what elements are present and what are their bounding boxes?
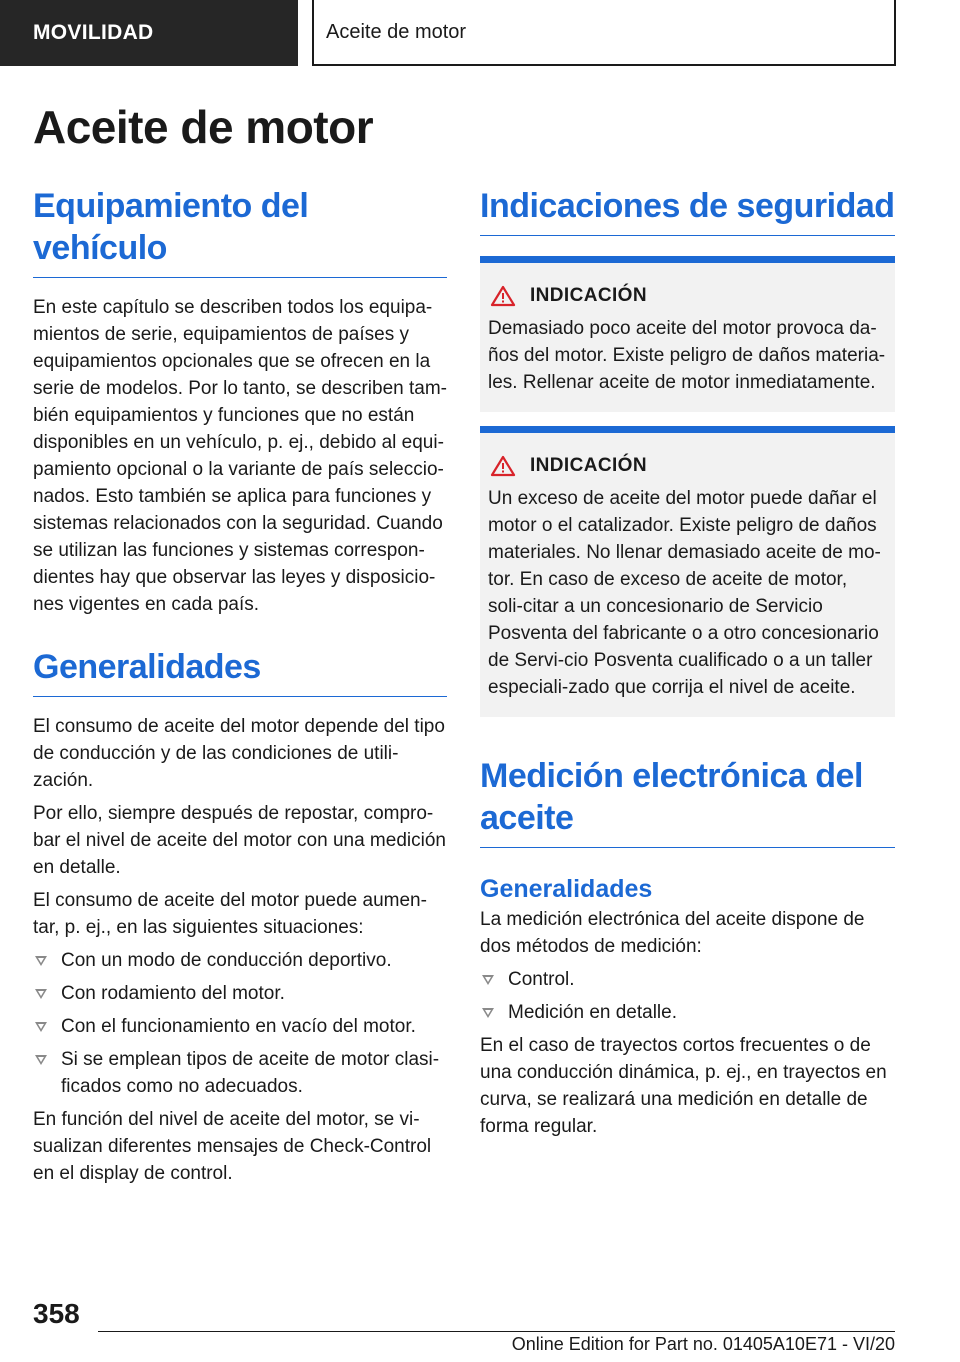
page-title: Aceite de motor bbox=[33, 101, 374, 153]
heading-seguridad: Indicaciones de seguridad bbox=[480, 185, 895, 236]
paragraph-aumentar: El consumo de aceite del motor puede aumen-tar, p. ej., en las siguientes situaciones: bbox=[33, 890, 427, 938]
bullet-triangle-icon bbox=[482, 1008, 494, 1018]
methods-list bbox=[480, 966, 895, 1026]
subheading-generalidades: Generalidades bbox=[480, 875, 653, 903]
situations-list bbox=[33, 947, 447, 1100]
heading-generalidades: Generalidades bbox=[33, 646, 447, 697]
paragraph-repostar: Por ello, siempre después de repostar, compro-bar el nivel de aceite del motor con una medición en detalle. bbox=[33, 803, 446, 878]
list-item: Si se emplean tipos de aceite de motor clasi-ficados como no adecuados. bbox=[33, 1046, 447, 1100]
heading-equipamiento: Equipamiento del vehículo bbox=[33, 185, 447, 278]
notice-label: INDICACIÓN bbox=[530, 285, 647, 306]
list-item: Medición en detalle. bbox=[480, 999, 895, 1026]
bullet-triangle-icon bbox=[35, 956, 47, 966]
list-item: Con un modo de conducción deportivo. bbox=[33, 947, 447, 974]
paragraph-equipamiento: En este capítulo se describen todos los equipa-mientos de serie, equipamientos de países y equipamientos opcionales que se ofrecen en la serie de modelos. Por lo tanto, se describen tam-bién equipamientos y funciones que no están disponibles en un vehículo, p. ej., debido al equi-pamiento opcional o la variante de país seleccio-nados. Esto también se aplica para funciones y sistemas relacionados con la seguridad. Cuando se utilizan las funciones y sistemas correspon-dientes hay que observar las leyes y disposicio-nes vigentes en cada país. bbox=[33, 297, 447, 615]
right-column bbox=[480, 185, 895, 1140]
notice-box bbox=[480, 426, 895, 717]
page-number: 358 bbox=[33, 1298, 80, 1329]
paragraph-trayectos: En el caso de trayectos cortos frecuentes o de una conducción dinámica, p. ej., en trayectos en curva, se realizará una medición en detalle de forma regular. bbox=[480, 1035, 887, 1137]
section-label: MOVILIDAD bbox=[0, 0, 298, 66]
bullet-triangle-icon bbox=[482, 975, 494, 985]
bullet-triangle-icon bbox=[35, 1055, 47, 1065]
heading-medicion: Medición electrónica del aceite bbox=[480, 755, 895, 848]
warning-icon bbox=[490, 285, 516, 307]
notice-text: Demasiado poco aceite del motor provoca da-ños del motor. Existe peligro de daños materia-les. Rellenar aceite de motor inmediatamente. bbox=[488, 318, 886, 393]
paragraph-metodos: La medición electrónica del aceite dispone de dos métodos de medición: bbox=[480, 909, 865, 957]
bullet-triangle-icon bbox=[35, 1022, 47, 1032]
bullet-triangle-icon bbox=[35, 989, 47, 999]
notice-box bbox=[480, 256, 895, 412]
warning-icon bbox=[490, 455, 516, 477]
page-header bbox=[0, 0, 960, 66]
notice-label: INDICACIÓN bbox=[530, 455, 647, 476]
notice-text: Un exceso de aceite del motor puede dañar el motor o el catalizador. Existe peligro de daños materiales. No llenar demasiado aceite de mo-tor. En caso de exceso de aceite de motor, soli-citar a un concesionario de Servicio Posventa del fabricante o a otro concesionario de Servi-cio Posventa cualificado o a un taller especiali-zado que corrija el nivel de aceite. bbox=[488, 488, 881, 698]
paragraph-check-control: En función del nivel de aceite del motor, se vi-sualizan diferentes mensajes de Check-Control en el display de control. bbox=[33, 1109, 432, 1184]
left-column bbox=[33, 185, 447, 1187]
chapter-label: Aceite de motor bbox=[312, 0, 896, 66]
list-item: Con rodamiento del motor. bbox=[33, 980, 447, 1007]
footer-divider bbox=[98, 1331, 895, 1332]
edition-note: Online Edition for Part no. 01405A10E71 - VI/20 bbox=[511, 1334, 895, 1354]
list-item: Control. bbox=[480, 966, 895, 993]
list-item: Con el funcionamiento en vacío del motor. bbox=[33, 1013, 447, 1040]
paragraph-consumo: El consumo de aceite del motor depende del tipo de conducción y de las condiciones de utili-zación. bbox=[33, 716, 445, 791]
